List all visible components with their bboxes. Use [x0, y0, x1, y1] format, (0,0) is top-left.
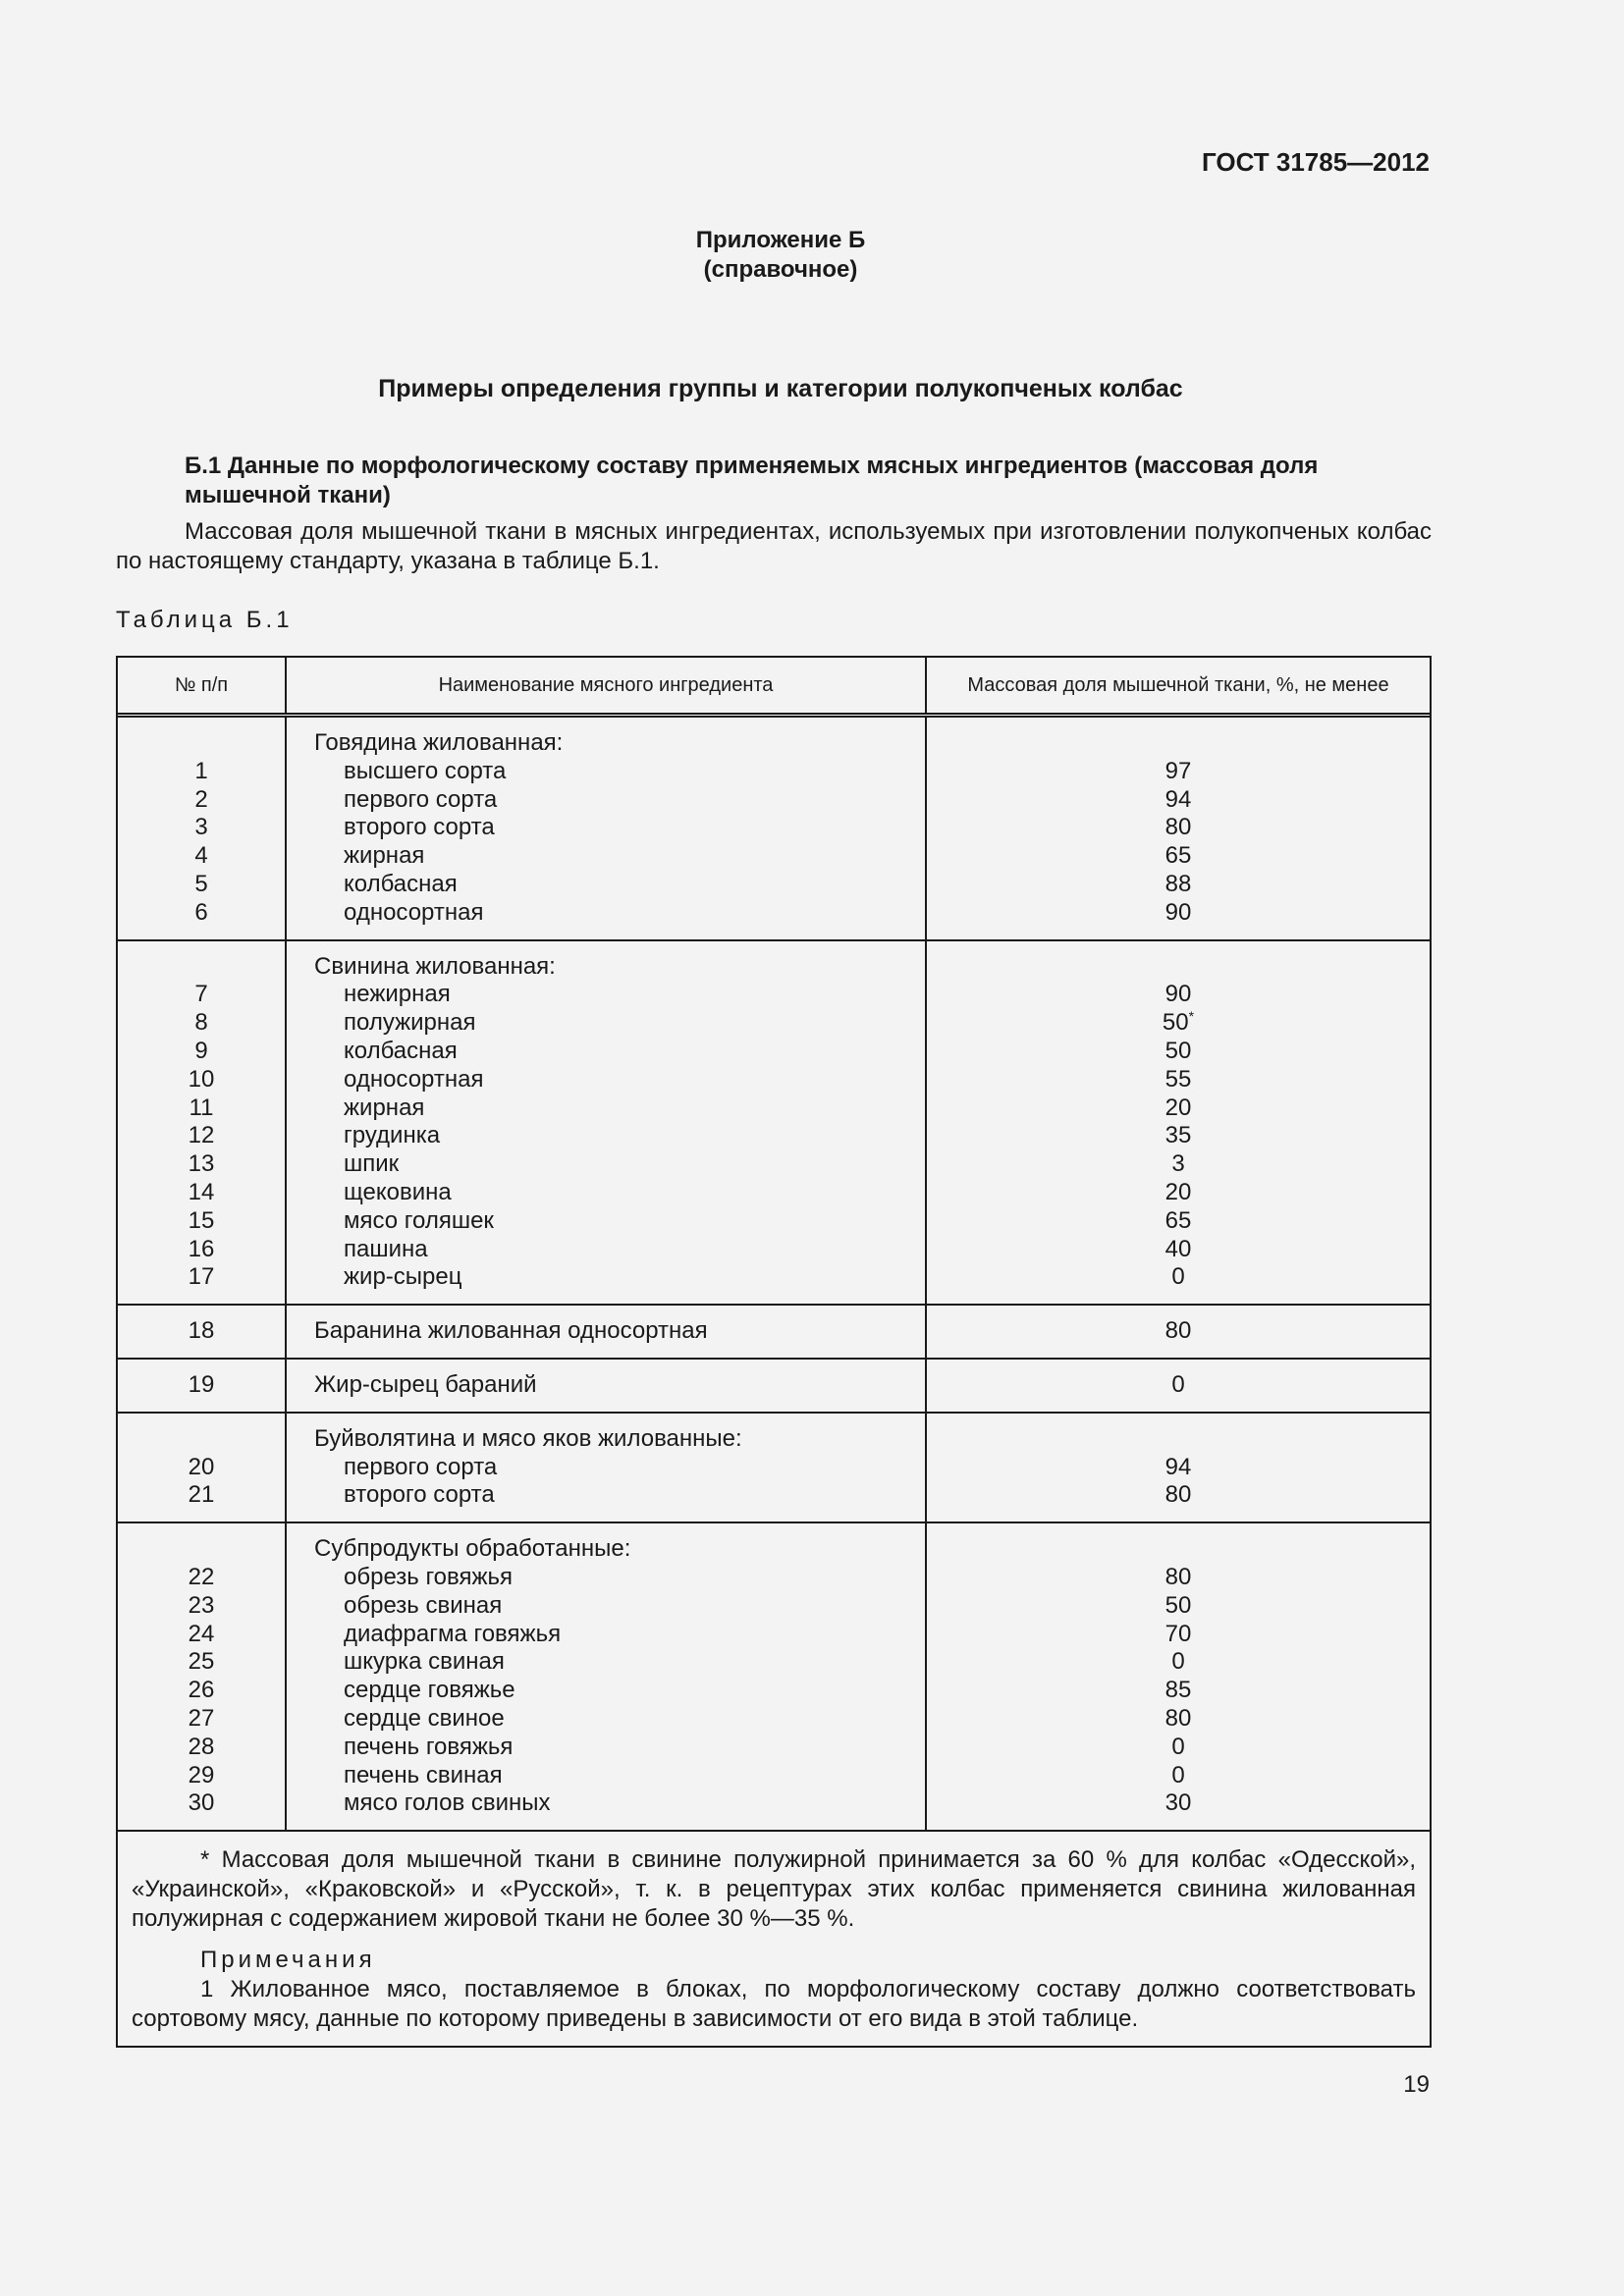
row-value — [927, 1038, 1430, 1066]
header-number: № п/п — [118, 658, 287, 713]
row-value — [927, 1621, 1430, 1649]
group-title: Говядина жилованная: — [314, 729, 564, 756]
row-ingredient: печень говяжья — [344, 1733, 514, 1760]
value-text: 80 — [1164, 1704, 1192, 1732]
row-value — [927, 1207, 1430, 1236]
table-body — [118, 718, 1430, 1830]
notes-title: Примечания — [200, 1947, 376, 1974]
row-ingredient: сердце говяжье — [344, 1677, 515, 1704]
table-group — [118, 1414, 1430, 1523]
row-ingredient: жирная — [344, 842, 425, 870]
value-text: 80 — [1164, 1317, 1192, 1345]
row-number: 5 — [194, 870, 208, 897]
table-group — [118, 1523, 1430, 1830]
value-text: 30 — [1164, 1789, 1192, 1817]
value-text: 0 — [1171, 1263, 1185, 1291]
row-number: 25 — [188, 1648, 215, 1676]
ingredient-column — [287, 1414, 927, 1522]
row-ingredient: второго сорта — [344, 814, 495, 841]
row-value — [927, 1592, 1430, 1621]
row-ingredient: жирная — [344, 1094, 425, 1121]
row-ingredient: шпик — [344, 1150, 400, 1178]
ingredient-column — [287, 1523, 927, 1830]
row-ingredient: высшего сорта — [344, 757, 507, 784]
row-number: 23 — [188, 1591, 215, 1619]
row-value — [927, 786, 1430, 815]
table-footer — [118, 1830, 1430, 2046]
section-paragraph: Массовая доля мышечной ткани в мясных ингредиентах, используемых при изготовлении полукопченых колбас по настоящему стандарту, указана в таблице Б.1. — [116, 518, 1432, 574]
value-column — [927, 1414, 1430, 1522]
row-number: 10 — [188, 1065, 215, 1093]
value-text: 55 — [1164, 1065, 1192, 1093]
row-number: 12 — [188, 1122, 215, 1149]
row-ingredient: колбасная — [344, 870, 458, 897]
row-value — [927, 1150, 1430, 1179]
page-number: 19 — [1403, 2071, 1430, 2098]
row-value — [927, 1371, 1430, 1400]
row-number: 29 — [188, 1761, 215, 1789]
row-number: 8 — [194, 1009, 208, 1037]
row-number: 17 — [188, 1263, 215, 1291]
group-title: Субпродукты обработанные: — [314, 1535, 631, 1563]
document-code: ГОСТ 31785—2012 — [1202, 147, 1430, 177]
number-column — [118, 1360, 287, 1412]
value-text: 50 — [1164, 1591, 1192, 1619]
value-text: 3 — [1171, 1150, 1185, 1178]
value-text: 0 — [1171, 1370, 1185, 1398]
value-text: 94 — [1164, 785, 1192, 813]
number-column — [118, 1523, 287, 1830]
value-column — [927, 1306, 1430, 1358]
row-value — [927, 1009, 1430, 1038]
row-ingredient: диафрагма говяжья — [344, 1620, 562, 1647]
row-ingredient: односортная — [344, 898, 484, 926]
row-ingredient: односортная — [344, 1065, 484, 1093]
row-ingredient: грудинка — [344, 1122, 441, 1149]
row-number: 13 — [188, 1150, 215, 1178]
row-value — [927, 814, 1430, 842]
row-number: 21 — [188, 1481, 215, 1509]
value-column — [927, 941, 1430, 1305]
row-number: 3 — [194, 814, 208, 841]
row-number: 22 — [188, 1563, 215, 1590]
header-muscle-share: Массовая доля мышечной ткани, %, не менее — [967, 673, 1389, 696]
row-value — [927, 1066, 1430, 1095]
appendix-subtitle: (справочное) — [703, 256, 858, 283]
table-group — [118, 1360, 1430, 1414]
value-text: 0 — [1171, 1648, 1185, 1676]
row-value — [927, 871, 1430, 899]
row-value — [927, 899, 1430, 928]
row-ingredient: первого сорта — [344, 1453, 498, 1480]
row-number: 24 — [188, 1620, 215, 1647]
row-value — [927, 1648, 1430, 1677]
value-text: 65 — [1164, 842, 1192, 870]
row-number: 11 — [189, 1094, 214, 1121]
page-title: Примеры определения группы и категории полукопченых колбас — [378, 375, 1183, 402]
row-number: 4 — [194, 842, 208, 870]
value-text: 65 — [1164, 1206, 1192, 1234]
value-text: 0 — [1171, 1733, 1185, 1760]
number-column — [118, 1306, 287, 1358]
table-group — [118, 718, 1430, 941]
row-ingredient: щековина — [344, 1178, 452, 1205]
row-value — [927, 1789, 1430, 1818]
row-value — [927, 1122, 1430, 1150]
ingredient-column — [287, 1306, 927, 1358]
row-number: 20 — [188, 1453, 215, 1480]
row-ingredient: обрезь говяжья — [344, 1563, 514, 1590]
row-value — [927, 1236, 1430, 1264]
row-value — [927, 1179, 1430, 1207]
value-text: 90 — [1164, 981, 1192, 1008]
row-value — [927, 1762, 1430, 1790]
row-value — [927, 842, 1430, 871]
row-number: 7 — [194, 981, 208, 1008]
ingredients-table — [116, 656, 1432, 2048]
value-text: 80 — [1164, 814, 1192, 841]
row-number: 2 — [194, 785, 208, 813]
row-value — [927, 1677, 1430, 1705]
row-ingredient: нежирная — [344, 981, 451, 1008]
value-text: 20 — [1164, 1178, 1192, 1205]
ingredient-column — [287, 1360, 927, 1412]
row-ingredient: второго сорта — [344, 1481, 495, 1509]
row-value — [927, 758, 1430, 786]
value-text: 80 — [1164, 1563, 1192, 1590]
row-number: 16 — [188, 1235, 215, 1262]
group-title: Буйволятина и мясо яков жилованные: — [314, 1424, 742, 1452]
value-text: 90 — [1164, 898, 1192, 926]
group-title: Свинина жилованная: — [314, 952, 556, 980]
row-ingredient: пашина — [344, 1235, 428, 1262]
value-text: 80 — [1164, 1481, 1192, 1509]
row-number: 14 — [188, 1178, 215, 1205]
value-text: 20 — [1164, 1094, 1192, 1121]
row-ingredient: мясо голов свиных — [344, 1789, 551, 1817]
number-column — [118, 941, 287, 1305]
ingredient-column — [287, 718, 927, 939]
row-value — [927, 1734, 1430, 1762]
row-ingredient: полужирная — [344, 1009, 476, 1037]
value-text: 35 — [1164, 1122, 1192, 1149]
row-ingredient: печень свиная — [344, 1761, 503, 1789]
row-value — [927, 981, 1430, 1009]
table-caption: Таблица Б.1 — [116, 607, 294, 633]
value-text: 0 — [1171, 1761, 1185, 1789]
row-value — [927, 1705, 1430, 1734]
row-value — [927, 1481, 1430, 1510]
table-header — [118, 658, 1430, 718]
number-column — [118, 718, 287, 939]
row-ingredient: обрезь свиная — [344, 1591, 503, 1619]
row-value — [927, 1263, 1430, 1292]
ingredient-column — [287, 941, 927, 1305]
row-ingredient: Баранина жилованная односортная — [314, 1317, 708, 1345]
section-heading: Б.1 Данные по морфологическому составу применяемых мясных ингредиентов (массовая доля мышечной ткани) — [185, 453, 1319, 508]
row-number: 15 — [188, 1206, 215, 1234]
value-text: 85 — [1164, 1677, 1192, 1704]
value-text: 94 — [1164, 1453, 1192, 1480]
row-number: 18 — [188, 1317, 215, 1345]
table-group — [118, 1306, 1430, 1360]
appendix-title: Приложение Б — [695, 227, 866, 253]
row-ingredient: Жир-сырец бараний — [314, 1370, 537, 1398]
table-group — [118, 941, 1430, 1307]
row-ingredient: жир-сырец — [344, 1263, 462, 1291]
row-number: 27 — [188, 1704, 215, 1732]
value-text: 88 — [1164, 870, 1192, 897]
value-text: 97 — [1164, 757, 1192, 784]
value-column — [927, 1523, 1430, 1830]
row-number: 6 — [194, 898, 208, 926]
row-number: 9 — [194, 1037, 208, 1064]
row-number: 1 — [194, 757, 208, 784]
row-ingredient: шкурка свиная — [344, 1648, 505, 1676]
value-text: 70 — [1164, 1620, 1192, 1647]
row-ingredient: первого сорта — [344, 785, 498, 813]
number-column — [118, 1414, 287, 1522]
row-number: 26 — [188, 1677, 215, 1704]
value-text: 40 — [1164, 1235, 1192, 1262]
value-text: 50 — [1164, 1037, 1192, 1064]
row-number: 28 — [188, 1733, 215, 1760]
value-text: 50 — [1162, 1009, 1189, 1037]
row-ingredient: мясо голяшек — [344, 1206, 494, 1234]
footnote: * Массовая доля мышечной ткани в свинине полужирной принимается за 60 % для колбас «Одесской», «Украинской», «Краковской» и «Русской», т. к. в рецептурах этих колбас применяется свинина жилованная полужирная с содержанием жировой ткани не более 30 %—35 %. — [132, 1846, 1416, 1933]
row-number: 19 — [188, 1370, 215, 1398]
row-value — [927, 1095, 1430, 1123]
footnote-mark: * — [1188, 1008, 1195, 1025]
row-value — [927, 1564, 1430, 1592]
value-column — [927, 1360, 1430, 1412]
note-1: 1 Жилованное мясо, поставляемое в блоках, по морфологическому составу должно соответствовать сортовому мясу, данные по которому приведены в зависимости от его вида в этой таблице. — [132, 1976, 1416, 2033]
row-ingredient: колбасная — [344, 1037, 458, 1064]
row-ingredient: сердце свиное — [344, 1704, 505, 1732]
row-value — [927, 1454, 1430, 1482]
value-column — [927, 718, 1430, 939]
header-ingredient: Наименование мясного ингредиента — [287, 658, 927, 713]
row-value — [927, 1317, 1430, 1346]
appendix-heading — [0, 226, 1561, 285]
row-number: 30 — [188, 1789, 215, 1817]
